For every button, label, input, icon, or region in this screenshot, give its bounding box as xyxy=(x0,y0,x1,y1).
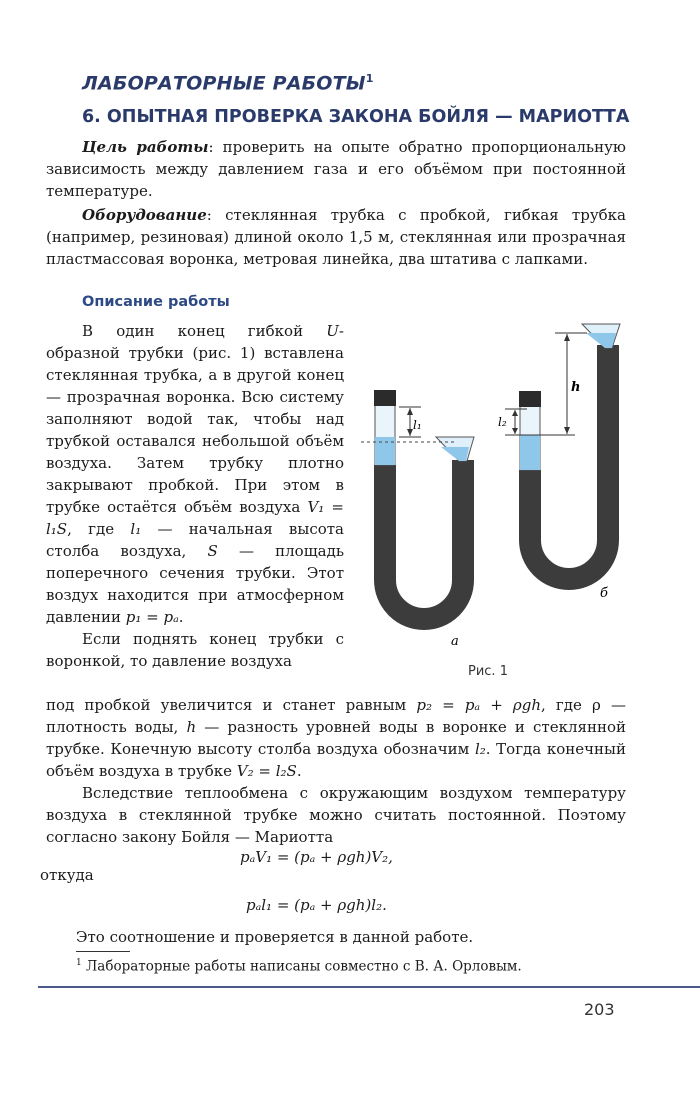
label-h: h xyxy=(571,380,581,395)
description-column: В один конец гибкой U-образной трубки (рис. 1) вставлена стеклянная трубка, а в другой конец — прозрачная воронка. Всю систему заполняют водой так, чтобы над трубкой оставался небольшой объём воздуха. Затем трубку плотно закрывают пробкой. При этом в трубке остаётся объём воздуха V₁ = l₁S, где l₁ — начальная высота столба воздуха, S — площадь поперечного сечения трубки. Этот воздух находится при атмосферном давлении p₁ = pₐ. Если поднять конец трубки с воронкой, то давление воздуха xyxy=(46,322,344,670)
section-title: ЛАБОРАТОРНЫЕ РАБОТЫ$^1$ xyxy=(82,72,374,95)
footnote-divider xyxy=(76,951,130,952)
work-title: 6. ОПЫТНАЯ ПРОВЕРКА ЗАКОНА БОЙЛЯ — МАРИОТТА xyxy=(82,107,630,127)
stopper-b xyxy=(519,391,541,407)
page-number: 203 xyxy=(584,1000,615,1019)
water-glass-a xyxy=(375,437,395,465)
tube-a xyxy=(361,390,474,649)
label-l1: l₁ xyxy=(413,418,422,432)
equation-1: pₐV₁ = (pₐ + ρgh)V₂, xyxy=(240,848,393,866)
water-funnel-a xyxy=(441,447,469,461)
otkuda-word: откуда xyxy=(40,866,94,884)
water-glass-b xyxy=(520,435,540,470)
goal-paragraph: Цель работы: проверить на опыте обратно пропорциональную зависимость между давлением газа и его объёмом при постоянной температуре. xyxy=(46,138,626,200)
figure-caption: Рис. 1 xyxy=(468,664,508,679)
equation-2: pₐl₁ = (pₐ + ρgh)l₂. xyxy=(246,896,387,914)
label-l2: l₂ xyxy=(498,415,507,429)
conclusion: Это соотношение и проверяется в данной работе. xyxy=(76,928,474,946)
u-tube-figure xyxy=(355,315,655,655)
bottom-rule xyxy=(38,986,700,988)
tube-b xyxy=(498,324,620,601)
label-a: а xyxy=(451,634,459,649)
description-full-width: под пробкой увеличится и станет равным p₂ = pₐ + ρgh, где ρ — плотность воды, h — разность уровней воды в воронке и стеклянной трубке. Конечную высоту столба воздуха обозначим l₂. Тогда конечный объём воздуха в трубке V₂ = l₂S. Вследствие теплообмена с окружающим воздухом температуру воздуха в стеклянной трубке можно считать постоянной. Поэтому согласно закону Бойля — Мариотта xyxy=(46,696,627,846)
equipment-paragraph: Оборудование: стеклянная трубка с пробкой, гибкая трубка (например, резиновая) длиной около 1,5 м, стеклянная или прозрачная пластмассовая воронка, метровая линейка, два штатива с лапками. xyxy=(46,206,626,268)
description-heading: Описание работы xyxy=(82,294,230,310)
footnote: $^1$ Лабораторные работы написаны совместно с В. А. Орловым. xyxy=(76,958,522,975)
stopper-a xyxy=(374,390,396,406)
label-b: б xyxy=(600,586,608,601)
